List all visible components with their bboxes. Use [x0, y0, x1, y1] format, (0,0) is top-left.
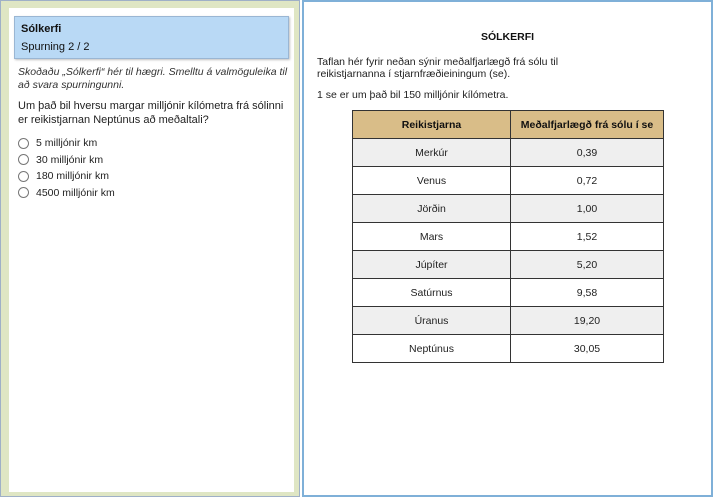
option-label[interactable]: 180 milljónir km — [36, 170, 109, 183]
radio-button[interactable] — [18, 171, 29, 182]
stimulus-panel — [302, 0, 713, 497]
table-row — [353, 307, 664, 335]
planet-name: Júpíter — [353, 251, 511, 279]
radio-button[interactable] — [18, 154, 29, 165]
table-row — [353, 167, 664, 195]
planet-distance: 30,05 — [511, 335, 664, 363]
unit-title: Sólkerfi — [21, 23, 62, 35]
column-header-planet: Reikistjarna — [353, 111, 511, 139]
table-row — [353, 195, 664, 223]
option-label[interactable]: 4500 milljónir km — [36, 186, 115, 199]
planet-distance: 1,52 — [511, 223, 664, 251]
column-header-distance: Meðalfjarlægð frá sólu í se — [511, 111, 664, 139]
table-row — [353, 223, 664, 251]
planet-name: Venus — [353, 167, 511, 195]
radio-button[interactable] — [18, 138, 29, 149]
stimulus-title: SÓLKERFI — [480, 31, 535, 43]
option-label[interactable]: 30 milljónir km — [36, 153, 104, 166]
option-3[interactable] — [18, 168, 288, 185]
planet-distance: 9,58 — [511, 279, 664, 307]
option-label[interactable]: 5 milljónir km — [36, 137, 98, 150]
planet-distance: 0,39 — [511, 139, 664, 167]
planet-name: Merkúr — [353, 139, 511, 167]
radio-button[interactable] — [18, 187, 29, 198]
planet-name: Mars — [353, 223, 511, 251]
planet-distance-table — [352, 110, 664, 363]
planet-distance: 5,20 — [511, 251, 664, 279]
stimulus-note: 1 se er um það bil 150 milljónir kílómetra. — [317, 89, 509, 101]
planet-distance: 0,72 — [511, 167, 664, 195]
stimulus-intro: Taflan hér fyrir neðan sýnir meðalfjarlægð frá sólu til reikistjarnanna í stjarnfræðieiningum (se). — [317, 56, 559, 80]
planet-name: Úranus — [353, 307, 511, 335]
option-1[interactable] — [18, 135, 288, 152]
table-row — [353, 279, 664, 307]
question-header — [14, 16, 289, 59]
question-text: Um það bil hversu margar milljónir kílómetra frá sólinni er reikistjarnan Neptúnus að meðaltali? — [18, 100, 284, 126]
question-panel — [9, 8, 294, 492]
planet-name: Jörðin — [353, 195, 511, 223]
option-2[interactable] — [18, 152, 288, 169]
question-progress: Spurning 2 / 2 — [21, 41, 90, 53]
table-row — [353, 335, 664, 363]
table-header-row — [353, 111, 664, 139]
planet-name: Neptúnus — [353, 335, 511, 363]
instruction-text: Skoðaðu „Sólkerfi“ hér til hægri. Smelltu á valmöguleika til að svara spurningunni. — [18, 66, 288, 91]
option-4[interactable] — [18, 185, 288, 202]
table-row — [353, 139, 664, 167]
planet-distance: 1,00 — [511, 195, 664, 223]
planet-distance: 19,20 — [511, 307, 664, 335]
planet-name: Satúrnus — [353, 279, 511, 307]
answer-options — [18, 135, 288, 201]
question-panel-frame — [0, 0, 300, 497]
table-row — [353, 251, 664, 279]
